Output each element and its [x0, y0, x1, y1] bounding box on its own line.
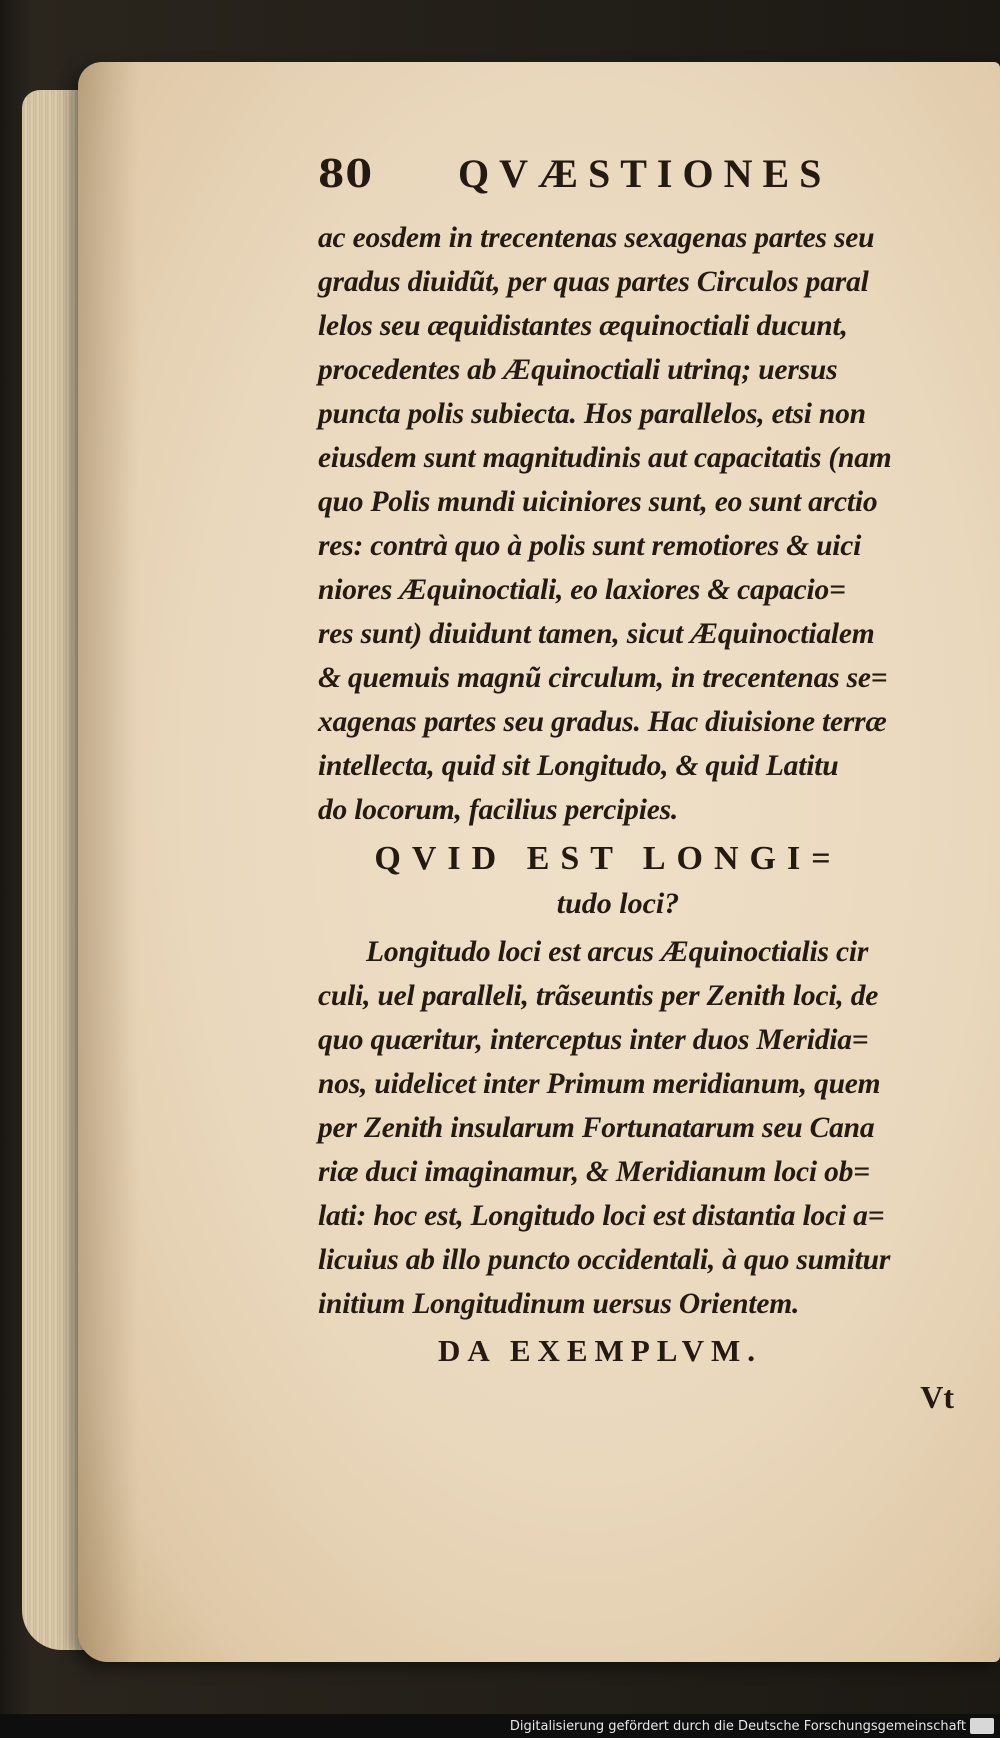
text-line: lati: hoc est, Longitudo loci est distantia loci a= [318, 1200, 885, 1232]
text-lines-top [318, 216, 958, 832]
text-line: eiusdem sunt magnitudinis aut capacitatis (nam [318, 442, 892, 474]
text-line: procedentes ab Æquinoctiali utrinq; uersus [318, 354, 838, 386]
section-heading: QVID EST LONGI= [374, 840, 842, 877]
catchword: Vt [920, 1379, 954, 1415]
text-line: initium Longitudinum uersus Orientem. [318, 1288, 800, 1320]
text-line: nos, uidelicet inter Primum meridianum, quem [318, 1068, 881, 1100]
text-line: Longitudo loci est arcus Æquinoctialis cir [366, 936, 869, 968]
text-line: licuius ab illo puncto occidentali, à quo sumitur [318, 1244, 891, 1276]
dfg-logo-icon [970, 1718, 994, 1734]
text-line: puncta polis subiecta. Hos parallelos, etsi non [318, 398, 866, 430]
text-line: quo Polis mundi uiciniores sunt, eo sunt arctio [318, 486, 878, 518]
text-line: gradus diuidũt, per quas partes Circulos paral [318, 266, 869, 298]
text-line: culi, uel paralleli, trãseuntis per Zenith loci, de [318, 980, 879, 1012]
gutter-shadow [78, 62, 138, 1662]
section-heading-tail: tudo loci? [556, 887, 680, 920]
text-line: res sunt) diuidunt tamen, sicut Æquinoctialem [318, 618, 875, 650]
running-head-title: QVÆSTIONES [458, 151, 832, 196]
text-line: quo quæritur, interceptus inter duos Meridia= [318, 1024, 869, 1056]
text-line: & quemuis magnũ circulum, in trecentenas se= [318, 662, 888, 694]
text-line: per Zenith insularum Fortunatarum seu Cana [318, 1112, 875, 1144]
text-line: res: contrà quo à polis sunt remotiores & uici [318, 530, 862, 562]
text-line: ac eosdem in trecentenas sexagenas partes seu [318, 222, 875, 254]
text-line: xagenas partes seu gradus. Hac diuisione terræ [318, 706, 887, 738]
text-line: do locorum, facilius percipies. [318, 794, 679, 826]
page-number: 80 [318, 151, 373, 196]
text-block [318, 150, 958, 1420]
text-line: lelos seu æquidistantes æquinoctiali ducunt, [318, 310, 848, 342]
text-lines-body [318, 930, 958, 1326]
text-line: niores Æquinoctiali, eo laxiores & capacio= [318, 574, 846, 606]
footer-credit: Digitalisierung gefördert durch die Deutsche Forschungsgemeinschaft [509, 1718, 966, 1734]
example-heading: DA EXEMPLVM. [438, 1333, 762, 1368]
running-head [318, 150, 958, 212]
text-line: riæ duci imaginamur, & Meridianum loci ob= [318, 1156, 870, 1188]
digitization-footer [0, 1714, 1000, 1738]
text-line: intellecta, quid sit Longitudo, & quid Latitu [318, 750, 839, 782]
